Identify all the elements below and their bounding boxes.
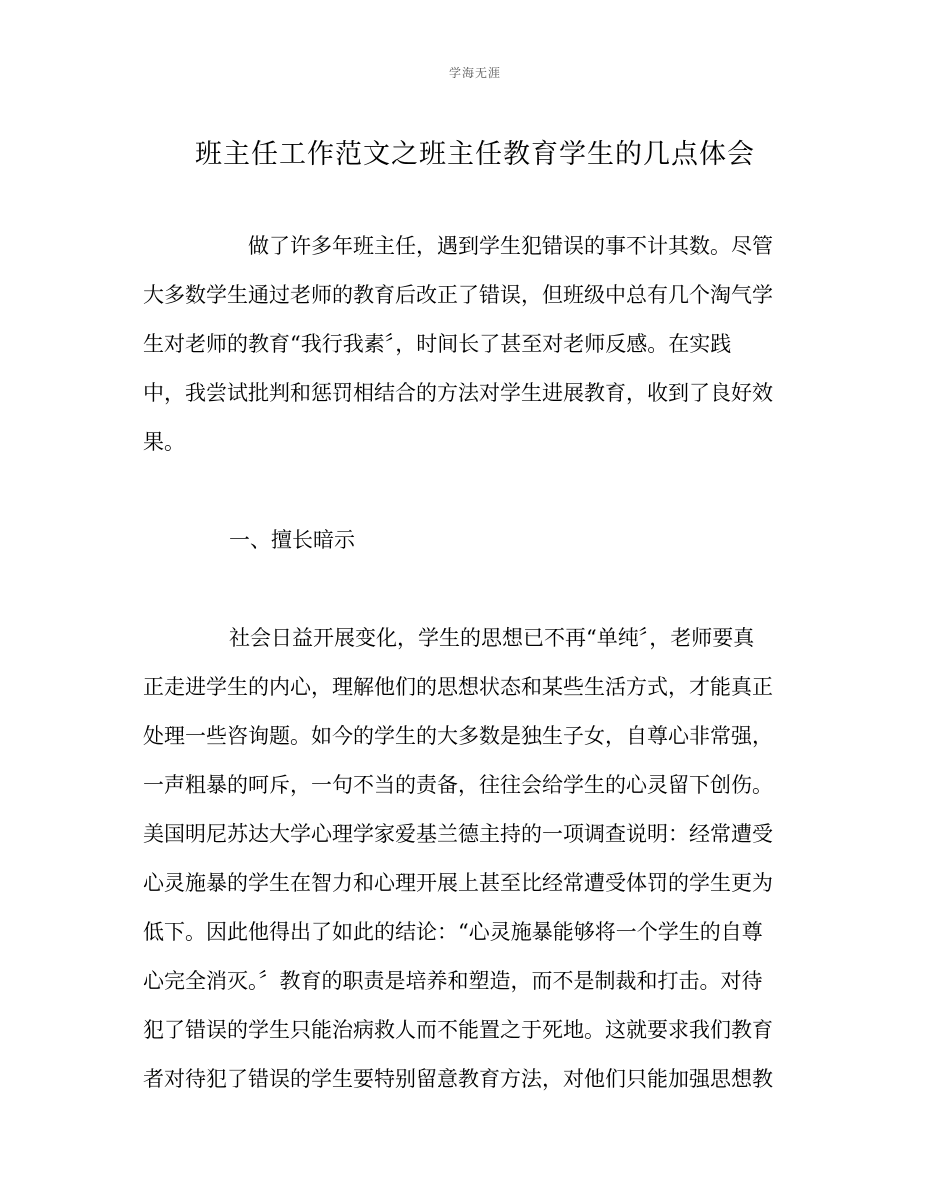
paragraph-body xyxy=(143,614,803,1104)
paragraph-spacer xyxy=(143,467,803,516)
paragraph-line: 果。 xyxy=(143,430,185,454)
paragraph-intro xyxy=(143,222,803,467)
paragraph-line: 大多数学生通过老师的教育后改正了错误，但班级中总有几个淘气学 xyxy=(143,283,773,307)
paragraph-spacer xyxy=(143,565,803,614)
paragraph-line: 者对待犯了错误的学生要特别留意教育方法，对他们只能加强思想教 xyxy=(143,1067,773,1091)
paragraph-line: 美国明尼苏达大学心理学家爱基兰德主持的一项调查说明：经常遭受 xyxy=(143,822,773,846)
paragraph-line: 做了许多年班主任，遇到学生犯错误的事不计其数。尽管 xyxy=(248,234,773,258)
paragraph-line: 中，我尝试批判和惩罚相结合的方法对学生进展教育，收到了良好效 xyxy=(143,381,773,405)
paragraph-line: 一声粗暴的呵斥，一句不当的责备，往往会给学生的心灵留下创伤。 xyxy=(143,773,773,797)
paragraph-line: 心灵施暴的学生在智力和心理开展上甚至比经常遭受体罚的学生更为 xyxy=(143,871,773,895)
paragraph-line: 生对老师的教育“我行我素〞，时间长了甚至对老师反感。在实践 xyxy=(143,332,732,356)
paragraph-line: 犯了错误的学生只能治病救人而不能置之于死地。这就要求我们教育 xyxy=(143,1018,773,1042)
section-heading: 一、擅长暗示 xyxy=(229,528,355,552)
document-title: 班主任工作范文之班主任教育学生的几点体会 xyxy=(195,139,755,170)
paragraph-line: 社会日益开展变化，学生的思想已不再“单纯〞，老师要真 xyxy=(229,626,755,650)
paragraph-line: 心完全消灭。〞教育的职责是培养和塑造，而不是制裁和打击。对待 xyxy=(143,969,763,993)
paragraph-line: 正走进学生的内心，理解他们的思想状态和某些生活方式，才能真正 xyxy=(143,675,773,699)
paragraph-line: 低下。因此他得出了如此的结论：“心灵施暴能够将一个学生的自尊 xyxy=(143,920,763,944)
page-header: 学海无涯 xyxy=(448,66,501,80)
document-body xyxy=(143,222,803,1104)
paragraph-line: 处理一些咨询题。如今的学生的大多数是独生子女，自尊心非常强， xyxy=(143,724,773,748)
